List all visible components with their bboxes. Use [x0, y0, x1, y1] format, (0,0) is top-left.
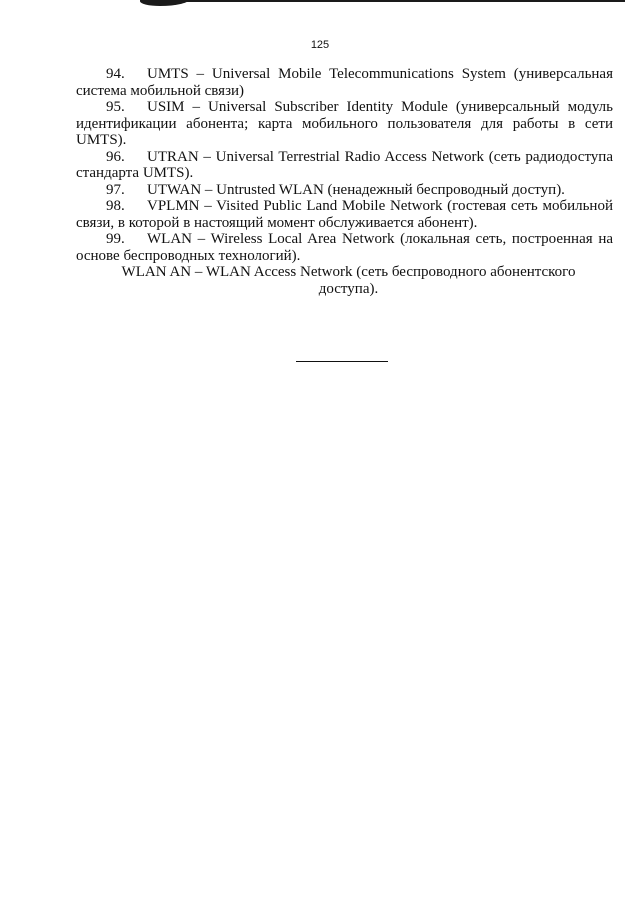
page-number: 125 [310, 39, 330, 51]
item-number: 96. [106, 148, 125, 165]
scan-artifact-blot [140, 0, 190, 6]
item-number: 98. [106, 198, 125, 214]
abbreviation-list [76, 66, 613, 297]
item-text: UTRAN – Universal Terrestrial Radio Access Network (сеть радиодоступа стандарта UMTS). [76, 148, 613, 181]
item-number: 94. [106, 66, 125, 82]
list-item [76, 149, 613, 182]
end-separator-line [296, 361, 388, 362]
list-item [76, 182, 613, 199]
item-number: 95. [106, 99, 125, 115]
scan-artifact-top-line [185, 0, 625, 2]
list-item [76, 231, 613, 264]
item-text: UTWAN – Untrusted WLAN (ненадежный беспроводный доступ). [147, 181, 565, 198]
item-text: WLAN – Wireless Local Area Network (локальная сеть, построенная на основе беспроводных технологий). [76, 231, 613, 264]
list-item [76, 198, 613, 231]
centered-list-item: WLAN AN – WLAN Access Network (сеть беспроводного абонентского доступа). [121, 264, 576, 297]
list-item [76, 99, 613, 149]
item-number: 99. [106, 231, 125, 247]
list-item [76, 66, 613, 99]
item-number: 97. [106, 181, 125, 198]
item-text: UMTS – Universal Mobile Telecommunications System (универсальная система мобильной связи) [76, 66, 613, 99]
item-text: VPLMN – Visited Public Land Mobile Network (гостевая сеть мобильной связи, в которой в настоящий момент обслуживается абонент). [76, 198, 613, 231]
item-text: USIM – Universal Subscriber Identity Module (универсальный модуль идентификации абонента; карта мобильного пользователя для работы в сети UMTS). [76, 99, 613, 148]
